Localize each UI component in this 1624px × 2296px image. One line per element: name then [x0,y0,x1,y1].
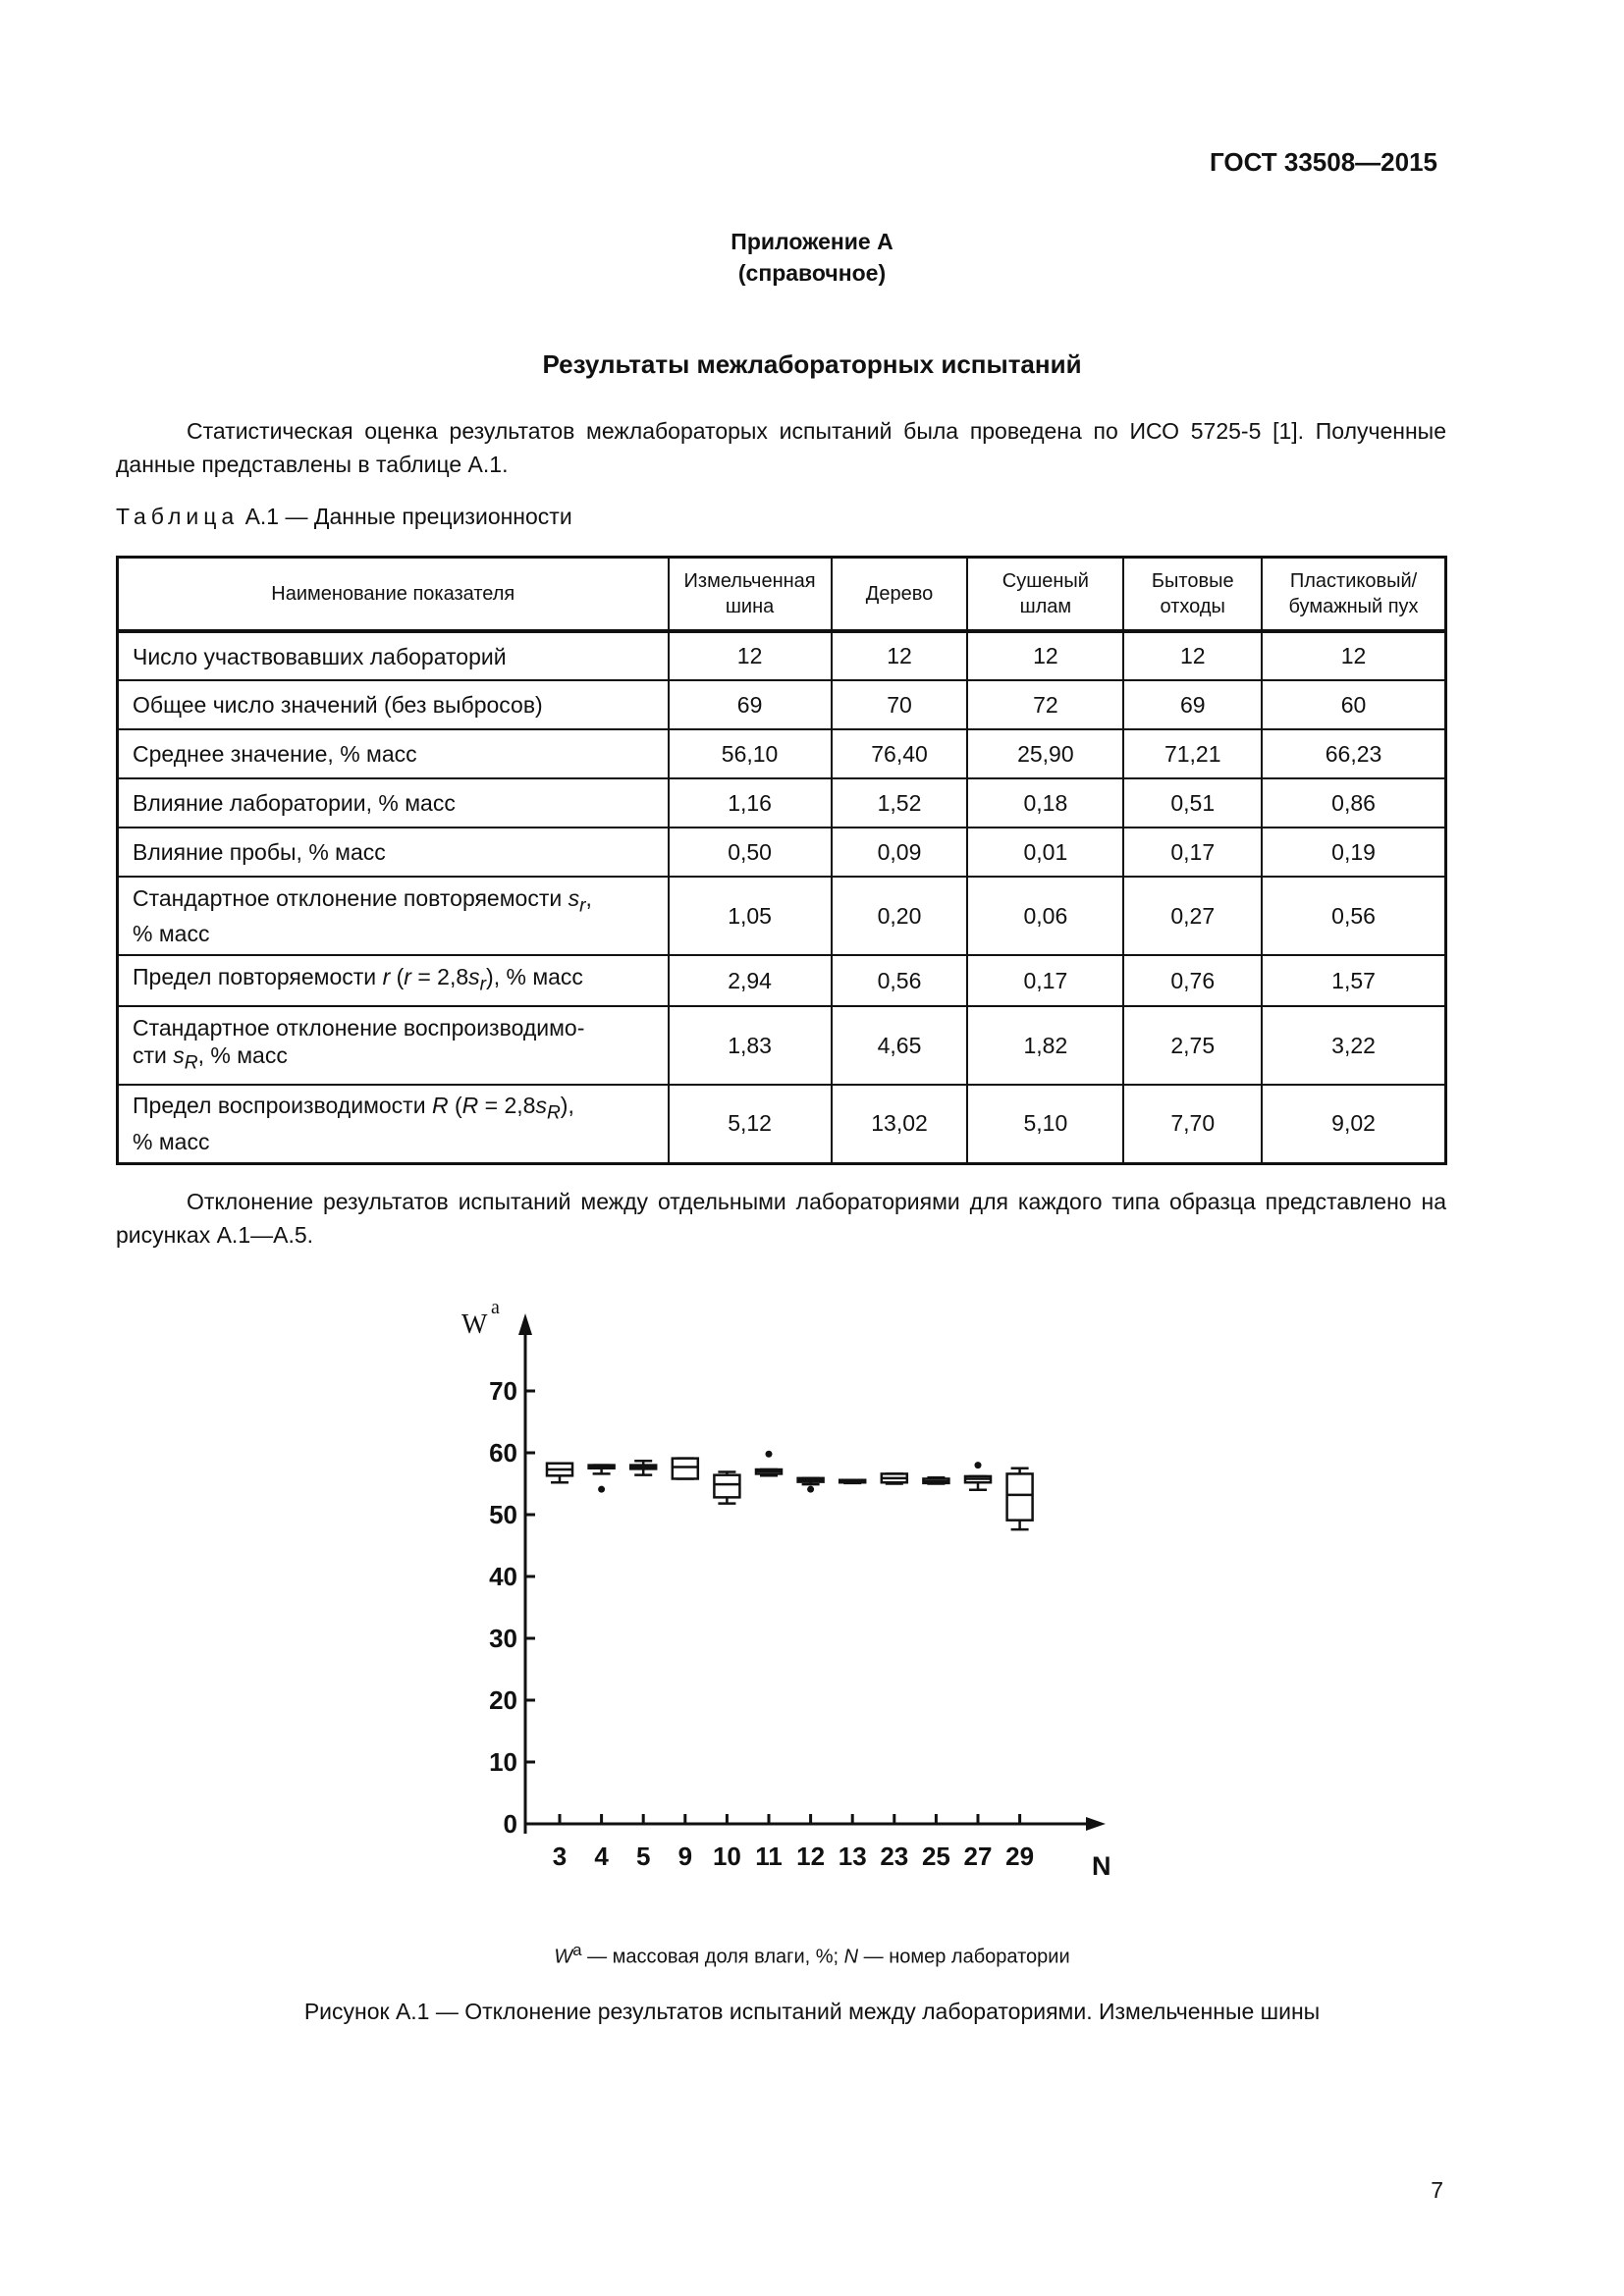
table-header-cell: Бытовые отходы [1123,558,1262,632]
table-cell: 25,90 [967,729,1123,778]
outlier-point [807,1486,814,1493]
legend-text: — массовая доля влаги, %; [581,1946,844,1968]
table-header-cell: Пластиковый/ бумажный пух [1262,558,1445,632]
row-label: Общее число значений (без выбросов) [118,680,669,729]
table-cell: 12 [1262,631,1445,680]
y-tick-label: 60 [489,1438,517,1468]
row-label: Влияние пробы, % масс [118,828,669,877]
label-text: , [585,884,592,911]
label-text: сти [133,1041,174,1068]
table-cell: 0,01 [967,828,1123,877]
label-text: ), [560,1093,574,1119]
row-label: Влияние лаборатории, % масс [118,778,669,828]
table-cell: 2,94 [669,955,832,1006]
subscript: R [546,1103,561,1125]
y-tick-label: 10 [489,1747,517,1777]
x-tick-label: 3 [552,1842,568,1871]
x-tick-label: 10 [712,1842,741,1871]
table-cell: 1,05 [669,877,832,955]
label-text: % масс [133,1129,210,1155]
row-label: Число участвовавших лабораторий [118,631,669,680]
table-cell: 0,56 [1262,877,1445,955]
box [1007,1473,1033,1520]
table-cell: 0,51 [1123,778,1262,828]
y-tick-label: 0 [503,1809,517,1839]
label-text: Предел повторяемости [133,963,383,989]
table-cell: 1,83 [669,1006,832,1085]
table-cell: 7,70 [1123,1085,1262,1163]
table-cell: 76,40 [832,729,968,778]
symbol-s: s [535,1093,547,1119]
label-text: Стандартное отклонение повторяемости [133,884,568,911]
table-cell: 1,16 [669,778,832,828]
subscript: R [184,1052,198,1074]
table-header-cell: Измельченная шина [669,558,832,632]
label-text: , % масс [197,1041,288,1068]
outlier-point [766,1451,773,1458]
appendix-title: Приложение А [731,229,893,254]
x-tick-label: 5 [635,1842,651,1871]
table-header-cell: Дерево [832,558,968,632]
table-cell: 12 [967,631,1123,680]
table-cell: 0,50 [669,828,832,877]
y-axis-arrow [518,1313,532,1335]
label-text: % масс [133,921,210,947]
legend-text: — номер лаборатории [858,1946,1070,1968]
table-cell: 66,23 [1262,729,1445,778]
x-tick-label: 11 [755,1842,783,1871]
x-tick-label: 23 [880,1842,909,1871]
table-cell: 1,57 [1262,955,1445,1006]
table-cell: 69 [669,680,832,729]
table-cell: 0,17 [1123,828,1262,877]
table-cell: 0,17 [967,955,1123,1006]
label-text: = 2,8 [410,963,469,989]
label-text: ( [448,1093,462,1119]
table-cell: 13,02 [832,1085,968,1163]
table-cell: 0,06 [967,877,1123,955]
symbol-R: R [431,1093,449,1119]
x-tick-label: 9 [677,1842,693,1871]
table-cell: 1,52 [832,778,968,828]
symbol-s: s [173,1041,185,1068]
table-cell: 0,19 [1262,828,1445,877]
y-tick-label: 30 [489,1624,517,1653]
label-text: ( [390,963,405,989]
appendix-kind: (справочное) [737,260,887,286]
table-cell: 5,12 [669,1085,832,1163]
table-cell: 5,10 [967,1085,1123,1163]
table-cell: 0,56 [832,955,968,1006]
label-text: = 2,8 [478,1093,536,1119]
figure-legend [0,1941,1624,1969]
figure-caption: Рисунок А.1 — Отклонение результатов испытаний между лабораториями. Измельченные шины [303,1999,1321,2024]
table-cell: 69 [1123,680,1262,729]
standard-number: ГОСТ 33508—2015 [1210,147,1437,177]
box [714,1475,739,1498]
legend-n: N [843,1946,859,1968]
legend-superscript: a [572,1941,582,1959]
x-axis-arrow [1086,1817,1106,1831]
label-text: Предел воспроизводимости [133,1093,432,1119]
table-cell: 3,22 [1262,1006,1445,1085]
table-cell: 70 [832,680,968,729]
table-cell: 56,10 [669,729,832,778]
x-tick-label: 4 [594,1842,609,1871]
outlier-point [975,1462,982,1468]
table-cell: 2,75 [1123,1006,1262,1085]
symbol-s: s [468,963,480,989]
y-tick-label: 40 [489,1562,517,1591]
x-tick-label: 29 [1005,1842,1035,1871]
symbol-r: r [404,963,411,989]
table-cell: 0,76 [1123,955,1262,1006]
table-cell: 9,02 [1262,1085,1445,1163]
x-tick-label: 12 [796,1842,826,1871]
y-axis-label-superscript: a [491,1297,500,1318]
table-cell: 60 [1262,680,1445,729]
y-tick-label: 50 [489,1500,517,1529]
table-cell: 0,20 [832,877,968,955]
x-tick-label: 27 [963,1842,993,1871]
table-cell: 12 [1123,631,1262,680]
subscript: r [479,974,487,995]
x-tick-label: 25 [921,1842,950,1871]
table-cell: 12 [669,631,832,680]
table-cell: 0,18 [967,778,1123,828]
label-text: ), % масс [486,963,583,989]
table-header-cell: Наименование показателя [118,558,669,632]
table-cell: 72 [967,680,1123,729]
box [673,1459,698,1479]
table-cell: 0,86 [1262,778,1445,828]
table-header-cell: Сушеный шлам [967,558,1123,632]
intro-paragraph: Статистическая оценка результатов межлабораторых испытаний была проведена по ИСО 5725-5 [1]. Полученные данные представлены в таблице А.1. [116,418,1446,477]
table-cell: 1,82 [967,1006,1123,1085]
section-title: Результаты межлабораторных испытаний [542,349,1082,379]
figure-reference-paragraph: Отклонение результатов испытаний между отдельными лабораториями для каждого типа образца представлено на рисунках А.1—А.5. [116,1189,1446,1248]
outlier-point [598,1486,605,1493]
y-axis-label: W [461,1309,488,1340]
x-axis-label: N [1092,1851,1111,1881]
legend-w: W [554,1946,573,1968]
table-cell: 0,27 [1123,877,1262,955]
table-cell: 12 [832,631,968,680]
subscript: r [579,895,586,917]
table-caption-text: А.1 — Данные прецизионности [244,504,572,529]
x-tick-label: 13 [838,1842,867,1871]
page-number: 7 [1431,2177,1443,2203]
row-label: Среднее значение, % масс [118,729,669,778]
symbol-R: R [461,1093,479,1119]
table-cell: 4,65 [832,1006,968,1085]
symbol-s: s [568,884,580,911]
table-cell: 71,21 [1123,729,1262,778]
table-cell: 0,09 [832,828,968,877]
label-text: Стандартное отклонение воспроизводимо- [133,1014,585,1041]
table-caption-prefix: Таблица [116,504,240,529]
y-tick-label: 20 [489,1685,517,1715]
symbol-r: r [382,963,391,989]
y-tick-label: 70 [489,1376,517,1406]
